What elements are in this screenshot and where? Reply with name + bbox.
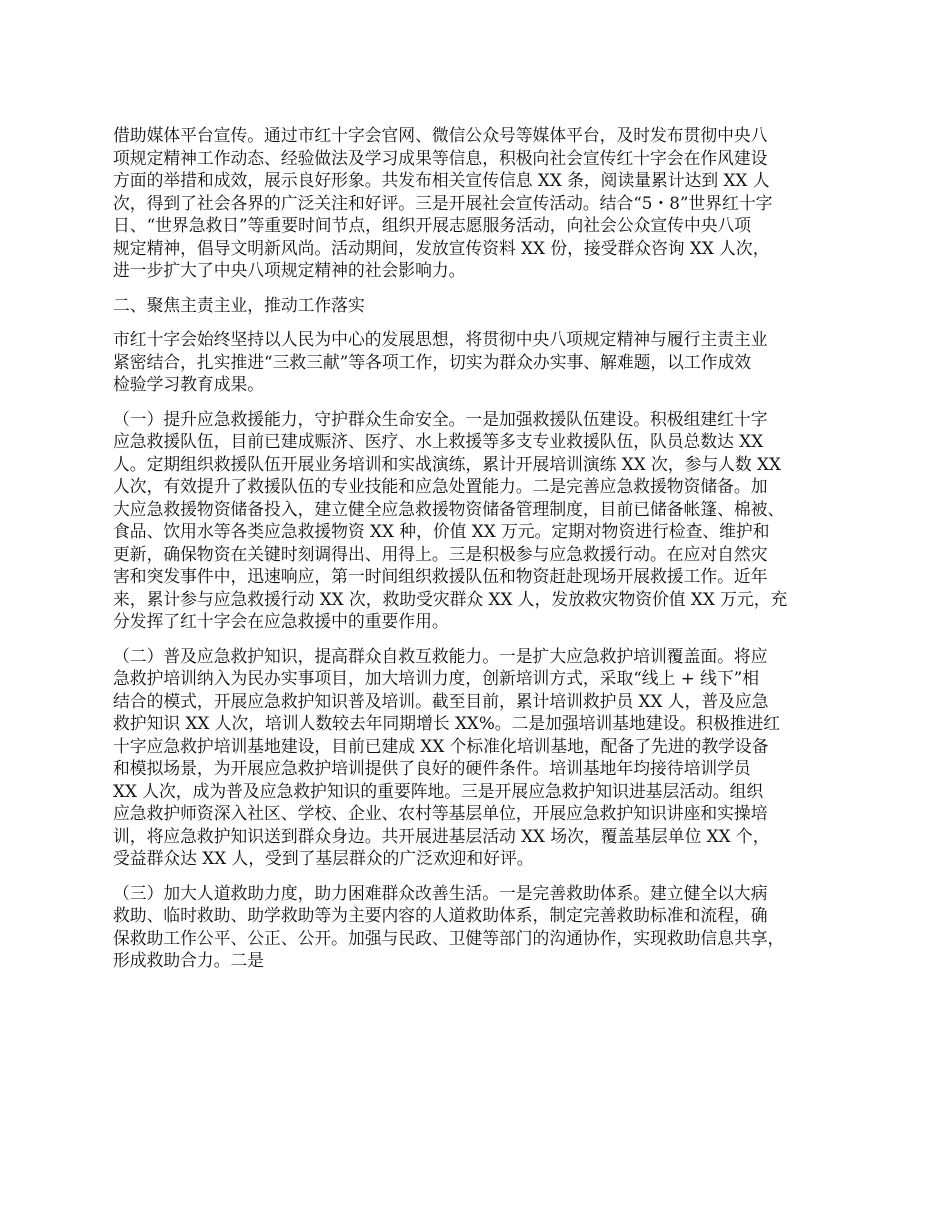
text-line: 来，累计参与应急救援行动 XX 次，救助受灾群众 XX 人，发放救灾物资价值 XX 万元，充 — [113, 588, 788, 609]
text-line: 分发挥了红十字会在应急救援中的重要作用。 — [113, 611, 449, 631]
text-line: 害和突发事件中，迅速响应，第一时间组织救援队伍和物资赶赴现场开展救援工作。近年 — [113, 566, 768, 586]
text-line: 应急救护师资深入社区、学校、企业、农村等基层单位，开展应急救护知识讲座和实操培 — [113, 803, 768, 823]
paragraph — [113, 882, 858, 972]
text-line: 紧密结合，扎实推进“三救三献”等各项工作，切实为群众办实事、解难题，以工作成效 — [113, 351, 752, 372]
paragraph — [113, 645, 858, 870]
text-line: （一）提升应急救援能力，守护群众生命安全。一是加强救援队伍建设。积极组建红十字 — [113, 408, 768, 429]
text-line: 方面的举措和成效，展示良好形象。共发布相关宣传信息 XX 条，阅读量累计达到 XX 人 — [113, 170, 770, 190]
text-line: 项规定精神工作动态、经验做法及学习成果等信息，积极向社会宣传红十字会在作风建设 — [113, 147, 768, 168]
text-line: 日、“世界急救日”等重要时间节点，组织开展志愿服务活动，向社会公众宣传中央八项 — [113, 215, 752, 235]
paragraph — [113, 408, 858, 633]
document-page — [113, 124, 858, 984]
text-line: 训，将应急救护知识送到群众身边。共开展进基层活动 XX 场次，覆盖基层单位 XX 个， — [113, 825, 770, 846]
text-line: 市红十字会始终坚持以人民为中心的发展思想，将贯彻中央八项规定精神与履行主责主业 — [113, 329, 768, 349]
text-line: 十字应急救护培训基地建设，目前已建成 XX 个标准化培训基地，配备了先进的教学设备 — [113, 735, 769, 756]
text-line: （二）普及应急救护知识，提高群众自救互救能力。一是扩大应急救护培训覆盖面。将应 — [113, 645, 768, 666]
text-line: 进一步扩大了中央八项规定精神的社会影响力。 — [113, 260, 466, 280]
text-line: 更新，确保物资在关键时刻调得出、用得上。三是积极参与应急救援行动。在应对自然灾 — [113, 543, 768, 564]
text-line: 保救助工作公平、公正、公开。加强与民政、卫健等部门的沟通协作，实现救助信息共享， — [113, 927, 785, 948]
paragraph — [113, 124, 858, 282]
section-heading — [113, 294, 858, 317]
paragraph — [113, 328, 858, 396]
text-line: 救护知识 XX 人次，培训人数较去年同期增长 XX%。二是加强培训基地建设。积极推进红 — [113, 713, 781, 733]
text-line: 应急救援队伍，目前已建成赈济、医疗、水上救援等多支专业救援队伍，队员总数达 XX — [113, 431, 764, 451]
text-line: 食品、饮用水等各类应急救援物资 XX 种，价值 XX 万元。定期对物资进行检查、维护和 — [113, 521, 770, 541]
text-line: 急救护培训纳入为民办实事项目，加大培训力度，创新培训方式，采取“线上 + 线下”相 — [113, 668, 760, 688]
text-line: 结合的模式，开展应急救护知识普及培训。截至目前，累计培训救护员 XX 人，普及应急 — [113, 690, 769, 711]
text-line: 二、聚焦主责主业，推动工作落实 — [113, 294, 365, 315]
text-line: 大应急救援物资储备投入，建立健全应急救援物资储备管理制度，目前已储备帐篷、棉被、 — [113, 498, 785, 519]
text-line: 救助、临时救助、助学救助等为主要内容的人道救助体系，制定完善救助标准和流程，确 — [113, 905, 768, 925]
text-line: XX 人次，成为普及应急救护知识的重要阵地。三是开展应急救护知识进基层活动。组织 — [113, 780, 764, 801]
text-line: 人。定期组织救援队伍开展业务培训和实战演练，累计开展培训演练 XX 次，参与人数 XX — [113, 453, 781, 474]
text-line: （三）加大人道救助力度，助力困难群众改善生活。一是完善救助体系。建立健全以大病 — [113, 882, 768, 903]
text-line: 次，得到了社会各界的广泛关注和好评。三是开展社会宣传活动。结合“5・8”世界红十字 — [113, 192, 773, 213]
text-line: 规定精神，倡导文明新风尚。活动期间，发放宣传资料 XX 份，接受群众咨询 XX 人次， — [113, 237, 770, 258]
text-line: 检验学习教育成果。 — [113, 374, 265, 394]
text-line: 形成救助合力。二是 — [113, 950, 265, 970]
text-line: 和模拟场景，为开展应急救护培训提供了良好的硬件条件。培训基地年均接待培训学员 — [113, 758, 751, 778]
text-line: 受益群众达 XX 人，受到了基层群众的广泛欢迎和好评。 — [113, 848, 534, 868]
text-line: 人次，有效提升了救援队伍的专业技能和应急处置能力。二是完善应急救援物资储备。加 — [113, 476, 768, 496]
text-line: 借助媒体平台宣传。通过市红十字会官网、微信公众号等媒体平台，及时发布贯彻中央八 — [113, 125, 768, 145]
